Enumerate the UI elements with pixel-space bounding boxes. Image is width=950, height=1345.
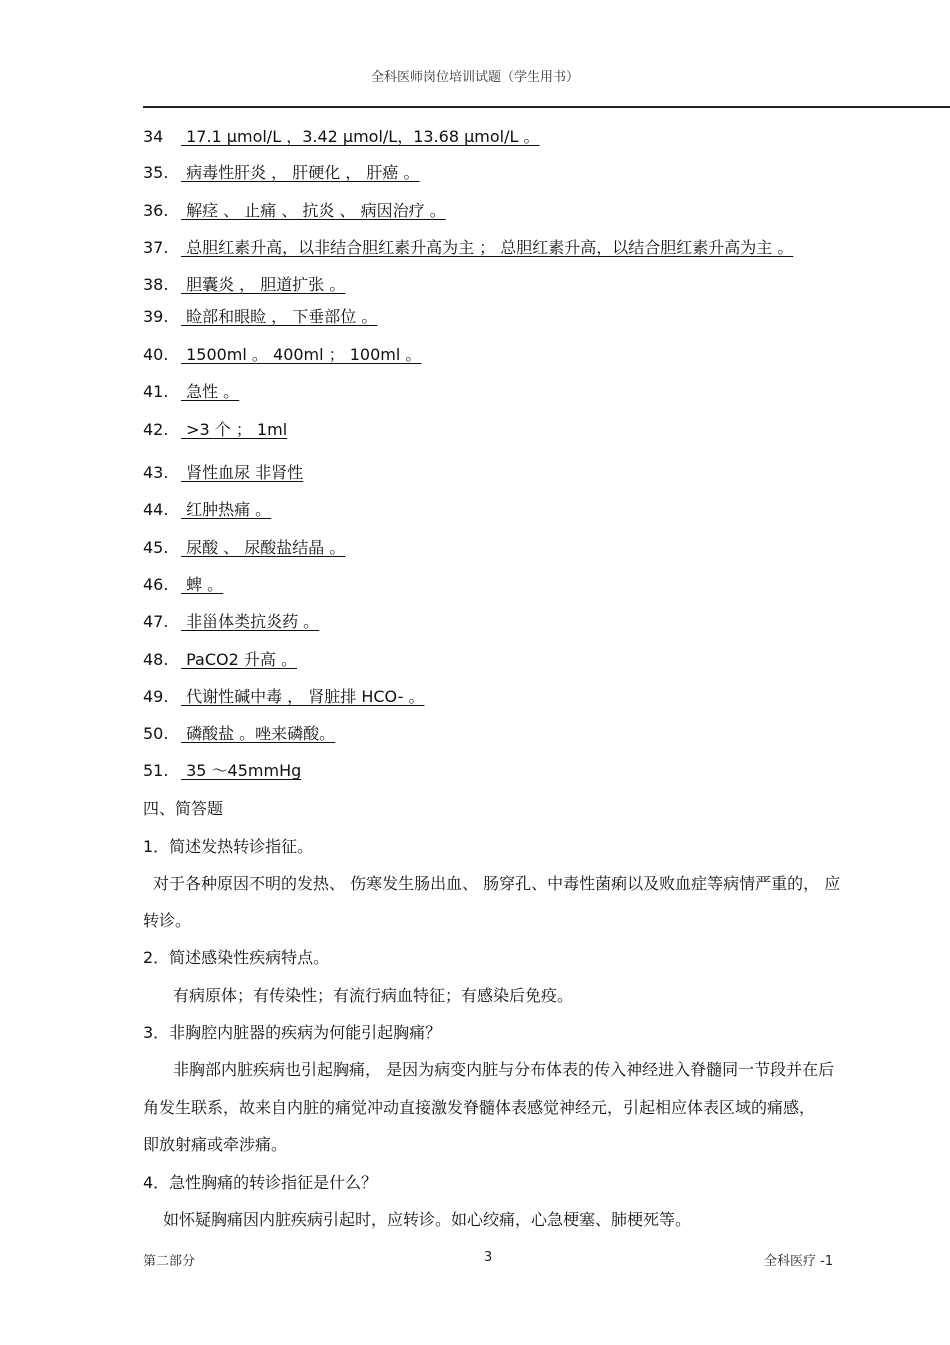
answer-text: 睑部和眼睑 ， 下垂部位 。 <box>181 307 378 326</box>
question-2: 2．简述感染性疾病特点。 <box>143 948 330 967</box>
answer-text: 病毒性肝炎 ， 肝硬化 ， 肝癌 。 <box>181 163 420 182</box>
answer-text: 解痉 、 止痛 、 抗炎 、 病因治疗 。 <box>181 201 446 220</box>
answer-num: 46. <box>143 575 169 594</box>
answer-num: 50. <box>143 724 169 743</box>
answer-num: 38. <box>143 275 169 294</box>
answer-text: 磷酸盐 。唑来磷酸。 <box>181 724 336 743</box>
answer-text: 17.1 μmol/L ，3.42 μmol/L，13.68 μmol/L 。 <box>181 127 540 146</box>
answer-38 <box>143 275 345 295</box>
footer-section: 第二部分 <box>143 1254 196 1269</box>
answer-num: 41. <box>143 382 169 401</box>
answer-4-line-1: 如怀疑胸痛因内脏疾病引起时，应转诊。如心绞痛，心急梗塞、肺梗死等。 <box>163 1210 692 1229</box>
header-rule <box>143 106 950 108</box>
answer-text: 代谢性碱中毒 ， 肾脏排 HCO- 。 <box>181 687 425 706</box>
page-header-title: 全科医师岗位培训试题（学生用书） <box>370 70 579 85</box>
answer-51 <box>143 761 301 781</box>
answer-37 <box>143 238 793 258</box>
answer-3-line-3: 即放射痛或牵涉痛。 <box>143 1135 288 1154</box>
answer-41 <box>143 382 239 402</box>
answer-text: 胆囊炎 ， 胆道扩张 。 <box>181 275 346 294</box>
answer-text: 尿酸 、 尿酸盐结晶 。 <box>181 538 346 557</box>
answer-num: 44. <box>143 500 169 519</box>
answer-num: 36. <box>143 201 169 220</box>
answer-48 <box>143 650 297 670</box>
answer-50 <box>143 724 335 744</box>
answer-num: 43. <box>143 463 169 482</box>
answer-num: 34 <box>143 127 164 146</box>
answer-44 <box>143 500 271 520</box>
answer-36 <box>143 201 446 221</box>
answer-35 <box>143 163 420 183</box>
section-title: 四、简答题 <box>143 799 224 818</box>
answer-46 <box>143 575 223 595</box>
answer-45 <box>143 538 345 558</box>
answer-text: >3 个 ； 1ml <box>181 420 288 439</box>
question-3: 3．非胸腔内脏器的疾病为何能引起胸痛？ <box>143 1023 442 1042</box>
answer-num: 47. <box>143 612 169 631</box>
answer-text: 蜱 。 <box>181 575 224 594</box>
answer-text: 非甾体类抗炎药 。 <box>181 612 320 631</box>
answer-text: 总胆红素升高，以非结合胆红素升高为主 ； 总胆红素升高，以结合胆红素升高为主 。 <box>181 238 794 257</box>
answer-text: PaCO2 升高 。 <box>181 650 297 669</box>
answer-1-line-2: 转诊。 <box>143 911 192 930</box>
answer-num: 37. <box>143 238 169 257</box>
answer-40 <box>143 345 421 365</box>
answer-2-line-1: 有病原体；有传染性；有流行病血特征；有感染后免疫。 <box>173 986 574 1005</box>
footer-right-label: 全科医疗 -1 <box>764 1254 834 1269</box>
answer-num: 49. <box>143 687 169 706</box>
answer-num: 48. <box>143 650 169 669</box>
answer-num: 40. <box>143 345 169 364</box>
question-4: 4．急性胸痛的转诊指征是什么？ <box>143 1173 378 1192</box>
answer-34 <box>143 127 540 147</box>
answer-49 <box>143 687 424 707</box>
answer-text: 红肿热痛 。 <box>181 500 272 519</box>
answer-43 <box>143 463 303 483</box>
answer-num: 45. <box>143 538 169 557</box>
answer-3-line-2: 角发生联系，故来自内脏的痛觉冲动直接激发脊髓体表感觉神经元，引起相应体表区域的痛感， <box>143 1098 816 1117</box>
answer-47 <box>143 612 319 632</box>
answer-num: 39. <box>143 307 169 326</box>
answer-text: 急性 。 <box>181 382 240 401</box>
answer-num: 35. <box>143 163 169 182</box>
answer-num: 51. <box>143 761 169 780</box>
answer-text: 肾性血尿 非肾性 <box>181 463 304 482</box>
answer-42 <box>143 420 287 440</box>
question-1: 1．简述发热转诊指征。 <box>143 837 314 856</box>
answer-39 <box>143 307 377 327</box>
answer-text: 35 ～45mmHg <box>181 761 302 780</box>
answer-3-line-1: 非胸部内脏疾病也引起胸痛， 是因为病变内脏与分布体表的传入神经进入脊髓同一节段并在后 <box>173 1060 835 1079</box>
answer-text: 1500ml 。 400ml ； 100ml 。 <box>181 345 422 364</box>
footer-page-number: 3 <box>484 1250 493 1265</box>
answer-1-line-1: 对于各种原因不明的发热、 伤寒发生肠出血、 肠穿孔、中毒性菌痢以及败血症等病情严重的， 应 <box>153 874 841 893</box>
answer-num: 42. <box>143 420 169 439</box>
